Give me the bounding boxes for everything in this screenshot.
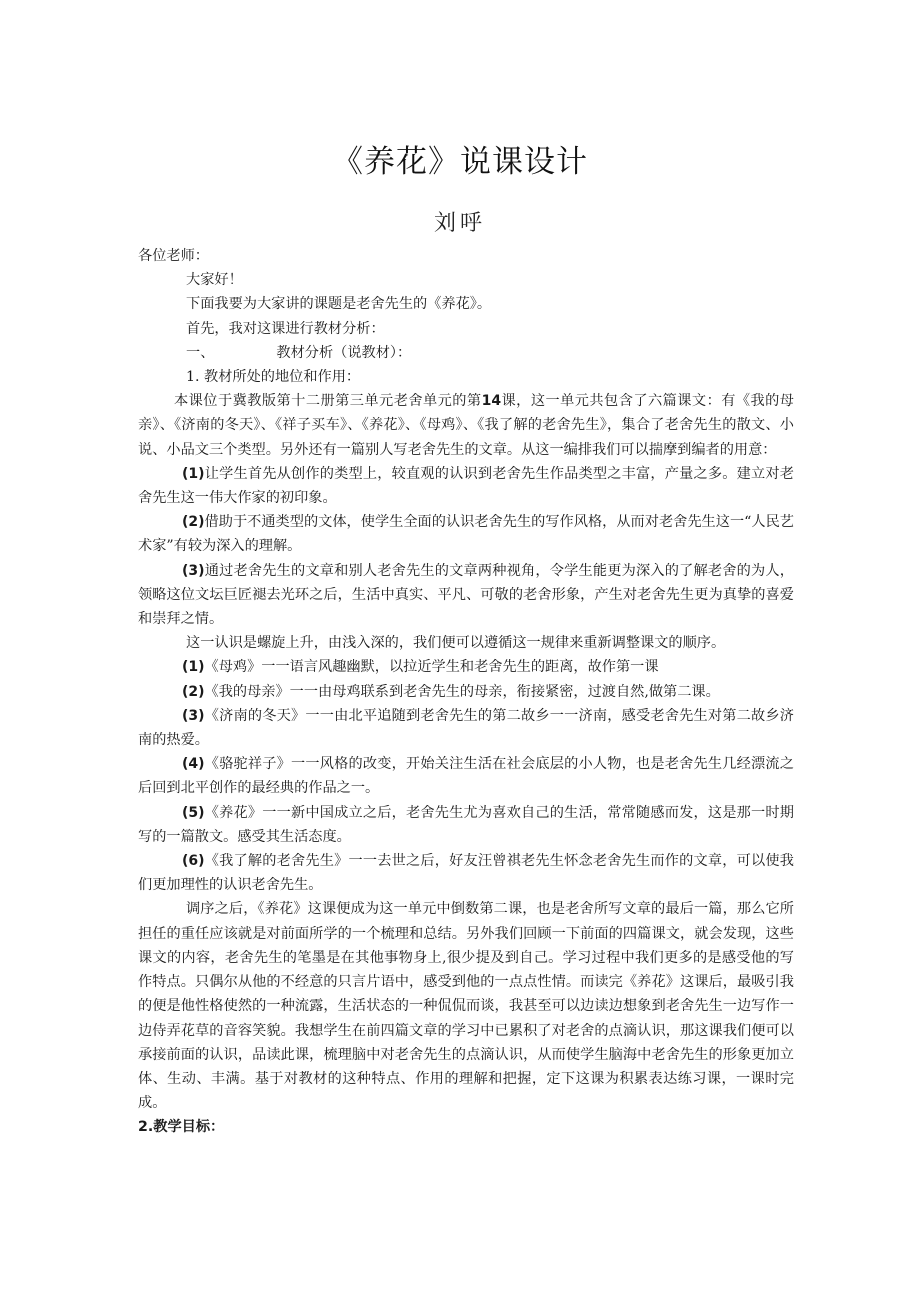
point-item: (2)借助于不通类型的文体，使学生全面的认识老舍先生的写作风格，从而对老舍先生这一“人民艺术家”有较为深入的理解。 — [138, 514, 794, 555]
page-title: 《养花》说课设计 — [332, 144, 588, 180]
order-item: (4)《骆驼祥子》一一风格的改变，开始关注生活在社会底层的小人物，也是老舍先生几经漂流之后回到北平创作的最经典的作品之一。 — [138, 756, 794, 797]
lesson-paragraph: 本课位于冀教版第十二册第三单元老舍单元的第14课，这一单元共包含了六篇课文：有《我的母亲》、《济南的冬天》、《祥子买车》、《养花》、《母鸡》、《我了解的老舍先生》，集合了老舍先生的散文、小说、小品文三个类型。另外还有一篇别人写老舍先生的文章。从这一编排我们可以揣摩到编者的用意： — [138, 393, 794, 458]
hello-line: 大家好！ — [186, 272, 243, 289]
subheading-position: 1. 教材所处的地位和作用： — [186, 369, 361, 386]
greeting: 各位老师： — [138, 248, 209, 264]
spiral-paragraph: 这一认识是螺旋上升，由浅入深的，我们便可以遵循这一规律来重新调整课文的顺序。 — [186, 635, 726, 652]
point-item: (3)通过老舍先生的文章和别人老舍先生的文章两种视角，令学生能更为深入的了解老舍的为人，领略这位文坛巨匠褪去光环之后，生活中真实、平凡、可敬的老舍形象，产生对老舍先生更为真挚的喜爱和崇拜之情。 — [138, 562, 794, 628]
analysis-intro: 首先，我对这课进行教材分析： — [186, 320, 385, 337]
order-item: (6)《我了解的老舍先生》一一去世之后，好友汪曾祺老先生怀念老舍先生而作的文章，可以使我们更加理性的认识老舍先生。 — [138, 853, 794, 894]
point-item: (1)让学生首先从创作的类型上，较直观的认识到老舍先生作品类型之丰富，产量之多。建立对老舍先生这一伟大作家的初印象。 — [138, 465, 794, 507]
conclusion-paragraph: 调序之后，《养花》这课便成为这一单元中倒数第二课，也是老舍所写文章的最后一篇，那么它所担任的重任应该就是对前面所学的一个梳理和总结。另外我们回顾一下前面的四篇课文，就会发现，这些课文的内容，老舍先生的笔墨是在其他事物身上,很少提及到自己。学习过程中我们更多的是感受他的写作特点。只偶尔从他的不经意的只言片语中，感受到他的一点点性情。而读完《养花》这课后，最吸引我的便是他性格使然的一种流露，生活状态的一种侃侃而谈，我甚至可以边读边想象到老舍先生一边写作一边侍弄花草的音容笑貌。我想学生在前四篇文章的学习中已累积了对老舍的点滴认识，那这课我们便可以承接前面的认识，品读此课，梳理脑中对老舍先生的点滴认识，从而使学生脑海中老舍先生的形象更加立体、生动、丰满。基于对教材的这种特点、作用的理解和把握，定下这课为积累表达练习课，一课时完成。 — [138, 901, 794, 1112]
section-title: 教材分析（说教材）： — [276, 344, 412, 361]
subheading-goals: 2.教学目标： — [138, 1119, 225, 1136]
order-item: (1)《母鸡》一一语言风趣幽默，以拉近学生和老舍先生的距离，故作第一课 — [182, 659, 659, 676]
section-heading — [138, 341, 794, 365]
section-number: 一、 — [186, 344, 215, 361]
author-name: 刘呼 — [433, 211, 486, 236]
order-item: (2)《我的母亲》一一由母鸡联系到老舍先生的母亲，衔接紧密，过渡自然,做第二课。 — [182, 683, 720, 700]
order-item: (3)《济南的冬天》一一由北平追随到老舍先生的第二故乡一一济南，感受老舍先生对第二故乡济南的热爱。 — [138, 707, 794, 749]
document-body — [138, 244, 794, 1140]
lesson-number: 14 — [481, 393, 502, 410]
order-item: (5)《养花》一一新中国成立之后，老舍先生尤为喜欢自己的生活，常常随感而发，这是那一时期写的一篇散文。感受其生活态度。 — [138, 804, 794, 845]
intro-line: 下面我要为大家讲的课题是老舍先生的《养花》。 — [186, 296, 492, 313]
